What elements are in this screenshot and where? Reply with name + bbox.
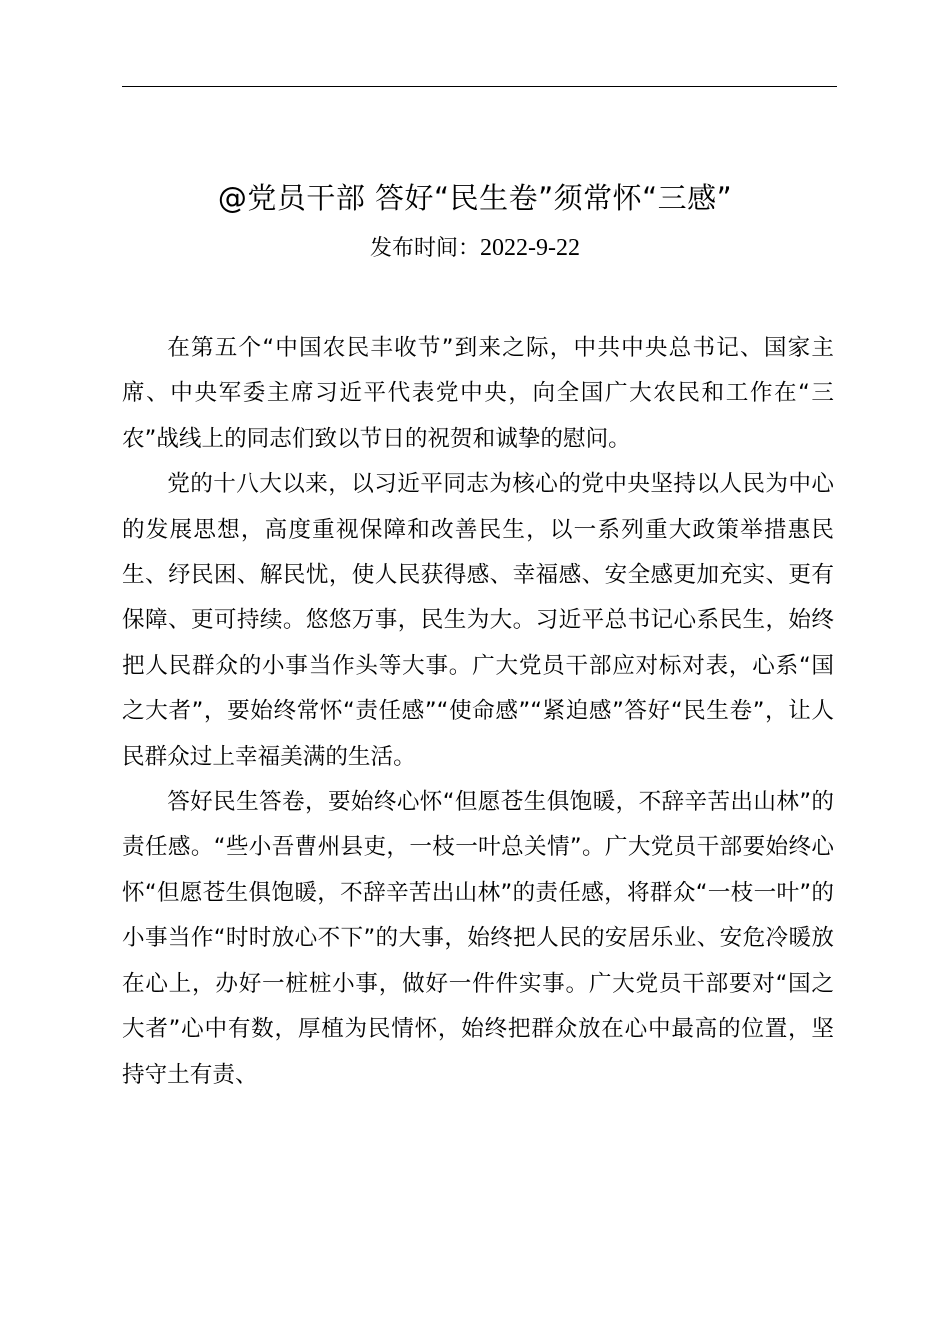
publish-date: [0, 231, 950, 266]
publish-date-label: 发布时间：: [370, 236, 481, 261]
paragraph: 在第五个“中国农民丰收节”到来之际，中共中央总书记、国家主席、中央军委主席习近平代表党中央，向全国广大农民和工作在“三农”战线上的同志们致以节日的祝贺和诚挚的慰问。: [122, 335, 834, 452]
paragraph: 答好民生答卷，要始终心怀“但愿苍生俱饱暖，不辞辛苦出山林”的责任感。“些小吾曹州县吏，一枝一叶总关情”。广大党员干部要始终心怀“但愿苍生俱饱暖，不辞辛苦出山林”的责任感，将群众“一枝一叶”的小事当作“时时放心不下”的大事，始终把人民的安居乐业、安危冷暖放在心上，办好一桩桩小事，做好一件件实事。广大党员干部要对“国之大者”心中有数，厚植为民情怀，始终把群众放在心中最高的位置，坚持守土有责、: [122, 789, 834, 1088]
publish-date-value: 2022-9-22: [480, 235, 580, 261]
article-body: [122, 326, 834, 1098]
paragraph: 党的十八大以来，以习近平同志为核心的党中央坚持以人民为中心的发展思想，高度重视保障和改善民生，以一系列重大政策举措惠民生、纾民困、解民忧，使人民获得感、幸福感、安全感更加充实、更有保障、更可持续。悠悠万事，民生为大。习近平总书记心系民生，始终把人民群众的小事当作头等大事。广大党员干部应对标对表，心系“国之大者”，要始终常怀“责任感”“使命感”“紧迫感”答好“民生卷”，让人民群众过上幸福美满的生活。: [122, 471, 834, 770]
page-title: @党员干部 答好“民生卷”须常怀“三感”: [217, 181, 733, 215]
header-rule: [122, 86, 837, 87]
